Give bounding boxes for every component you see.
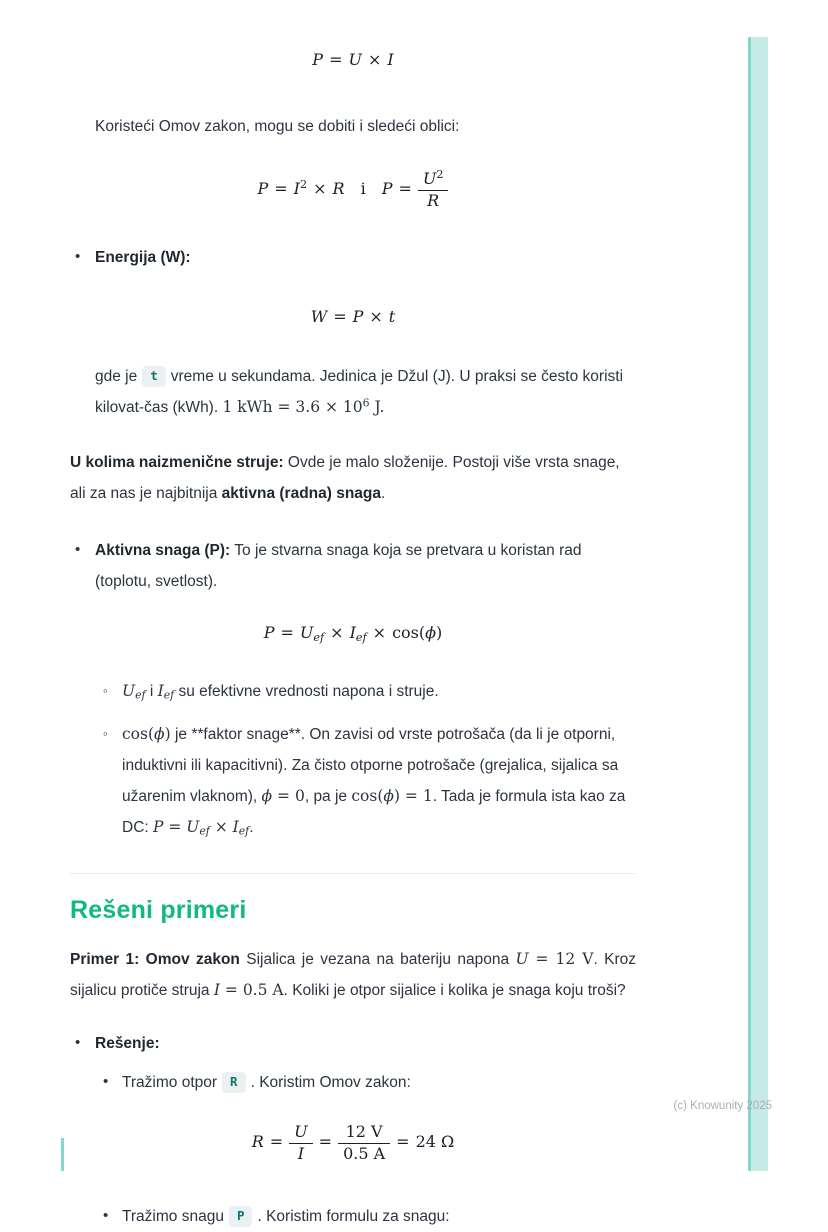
page-edge-stripe [748, 37, 768, 1171]
math-operator: = [333, 306, 347, 326]
math-operator: = [398, 178, 412, 198]
list-item-text [95, 535, 636, 597]
math-text: ) [436, 623, 443, 643]
math-operator: × [330, 623, 344, 643]
formula-energy [70, 307, 636, 328]
math-var: t [388, 306, 396, 326]
text-run: Koristeći Omov zakon, mogu se dobiti i sledeći oblici: [95, 117, 460, 135]
math-var: R [332, 178, 345, 198]
text-run: vreme u sekundama. Jedinica je Džul (J). U praksi se često koristi kilovat-čas (kWh). [95, 368, 624, 417]
math-operator: × [372, 623, 387, 643]
math-subscript: ef [163, 688, 175, 702]
math-var: ϕ [425, 623, 437, 643]
section-heading: Rešeni primeri [70, 895, 247, 924]
fraction-denominator [418, 191, 449, 212]
math-var: U [515, 950, 529, 969]
math-var: I [297, 1144, 305, 1163]
list-item-text [122, 1067, 636, 1098]
inline-code-t: t [142, 366, 166, 387]
math-var: I [293, 178, 300, 198]
text-run: i [145, 682, 158, 700]
math-text: ) = 1 [393, 786, 433, 805]
list-item-text [122, 719, 636, 843]
page-corner-mark [61, 1138, 64, 1171]
list-label: Energija (W): [95, 248, 191, 266]
math-var: U [422, 168, 437, 188]
math-operator: = [274, 178, 288, 198]
paragraph-omov-intro [95, 111, 636, 142]
inline-code-r: R [222, 1072, 246, 1093]
text-run: Sijalica je vezana na bateriju napona [239, 951, 516, 969]
math-var: ϕ [261, 786, 273, 805]
math-text: = 0.5 A [219, 981, 284, 1000]
math-text: J. [369, 398, 385, 417]
math-subscript: ef [355, 631, 367, 645]
math-var: P [381, 178, 393, 198]
text-run: gde je [95, 368, 138, 386]
list-item-text [95, 1028, 636, 1059]
list-item-trazimo-otpor [103, 1067, 636, 1098]
list-item-trazimo-snagu [103, 1201, 636, 1232]
list-item-text [95, 242, 636, 273]
list-item-energija [75, 242, 636, 273]
list-item-text [122, 676, 636, 707]
math-text: cos( [351, 786, 384, 805]
math-text: 0.5 A [343, 1144, 386, 1163]
math-text: 1 kWh = 3.6 × 10 [222, 398, 363, 417]
text-run: . Koristim formulu za snagu: [257, 1207, 450, 1225]
math-text: = [163, 817, 187, 836]
copyright-notice: (c) Knowunity 2025 [673, 1100, 772, 1112]
section-divider [70, 873, 636, 874]
text-run: je **faktor snage**. On zavisi od vrste potrošača (da li je otporni, induktivni ili kapacitivni). Za čisto otporne potrošače (grejalica, sijalica sa užarenim vlaknom), [122, 725, 619, 805]
list-item-faktor-snage [103, 719, 636, 843]
document-content [70, 40, 636, 1232]
math-text: cos( [122, 724, 155, 743]
text-run: su efektivne vrednosti napona i struje. [174, 682, 439, 700]
math-var: P [352, 306, 364, 326]
bold-text: aktivna (radna) snaga [221, 485, 382, 503]
math-superscript: 2 [300, 177, 308, 191]
math-var: U [122, 681, 136, 700]
text-run: . [381, 485, 386, 503]
text-run: . Koliki je otpor sijalice i kolika je snaga koju troši? [283, 982, 626, 1000]
math-text: 12 V [345, 1122, 383, 1142]
list-item-aktivna-snaga [75, 535, 636, 597]
math-text: ) [164, 724, 171, 743]
math-var: I [157, 681, 164, 700]
math-var: P [257, 178, 269, 198]
bullet-marker: • [75, 1034, 81, 1052]
bullet-marker: • [75, 247, 81, 265]
math-var: I [387, 50, 394, 69]
math-operator: × [367, 50, 382, 69]
math-var: I [349, 623, 356, 643]
text-run: . [249, 818, 254, 836]
math-text: × [209, 817, 233, 836]
bold-label: Primer 1: Omov zakon [70, 951, 240, 969]
math-var: P [263, 623, 275, 643]
math-var: P [153, 817, 164, 836]
math-subscript: ef [135, 688, 146, 702]
math-var: U [348, 50, 362, 69]
bullet-marker: ◦ [103, 725, 108, 741]
text-run: , pa je [304, 787, 352, 805]
math-text: = 12 V [528, 950, 594, 969]
math-var: I [232, 817, 239, 836]
text-run: . Koristim Omov zakon: [250, 1074, 411, 1092]
math-fraction [418, 168, 449, 212]
fraction-numerator [418, 168, 449, 191]
text-run: Ovde je malo složenije. Postoji više vrsta snage, ali za nas je najbitnija [70, 454, 620, 503]
text-run: Tražimo snagu [122, 1207, 224, 1225]
list-item-resenje [75, 1028, 636, 1059]
math-text: 24 Ω [415, 1132, 455, 1151]
fraction-numerator [289, 1122, 312, 1144]
formula-resistance-solution [70, 1122, 636, 1165]
math-var: R [427, 190, 440, 210]
paragraph-t-definition [95, 361, 636, 423]
math-text: cos( [392, 623, 426, 643]
math-subscript: ef [313, 631, 325, 645]
list-label: Rešenje: [95, 1035, 160, 1053]
math-var: W [310, 306, 328, 326]
math-operator: × [369, 306, 383, 326]
math-var: R [251, 1132, 264, 1151]
math-var: ϕ [383, 786, 394, 805]
text-run: To je stvarna snaga koja se pretvara u koristan rad (toplotu, svetlost). [95, 542, 582, 591]
text-run: Tražimo otpor [122, 1074, 218, 1092]
math-var: P [312, 50, 324, 69]
math-operator: × [313, 178, 327, 198]
bullet-marker: • [75, 541, 81, 559]
text-run: . Kroz sijalicu protiče struja [70, 951, 637, 1000]
math-subscript: ef [199, 824, 210, 838]
bold-label: U kolima naizmenične struje: [70, 454, 284, 472]
math-subscript: ef [238, 824, 250, 838]
math-var: U [186, 817, 200, 836]
list-item-efektivne-vrednosti [103, 676, 636, 707]
paragraph-primer-1 [70, 944, 636, 1006]
fraction-denominator [338, 1144, 390, 1165]
math-operator: = [329, 50, 343, 69]
fraction-numerator [338, 1122, 390, 1144]
math-operator: = [318, 1132, 333, 1151]
math-var: U [294, 1122, 308, 1142]
math-operator: = [396, 1132, 410, 1151]
math-var: I [213, 981, 220, 1000]
math-superscript: 2 [436, 167, 444, 181]
formula-active-power [70, 623, 636, 645]
formula-power-forms [70, 168, 636, 212]
math-text: i [360, 178, 366, 198]
math-text: = 0 [272, 786, 305, 805]
math-fraction [338, 1122, 390, 1165]
math-fraction [289, 1122, 312, 1165]
bullet-marker: ◦ [103, 682, 108, 698]
bullet-marker: • [103, 1073, 109, 1091]
list-item-text [122, 1201, 636, 1232]
text-run: . Tada je formula ista kao za DC: [122, 787, 626, 836]
fraction-denominator [289, 1144, 312, 1165]
math-operator: = [269, 1132, 284, 1151]
formula-power-dc [70, 50, 636, 71]
math-superscript: 6 [362, 396, 370, 410]
paragraph-ac-power [70, 447, 636, 509]
math-var: U [299, 623, 314, 643]
list-label: Aktivna snaga (P): [95, 542, 231, 560]
math-operator: = [280, 623, 294, 643]
math-var: ϕ [154, 724, 165, 743]
bullet-marker: • [103, 1206, 109, 1224]
inline-code-p: P [229, 1206, 253, 1227]
